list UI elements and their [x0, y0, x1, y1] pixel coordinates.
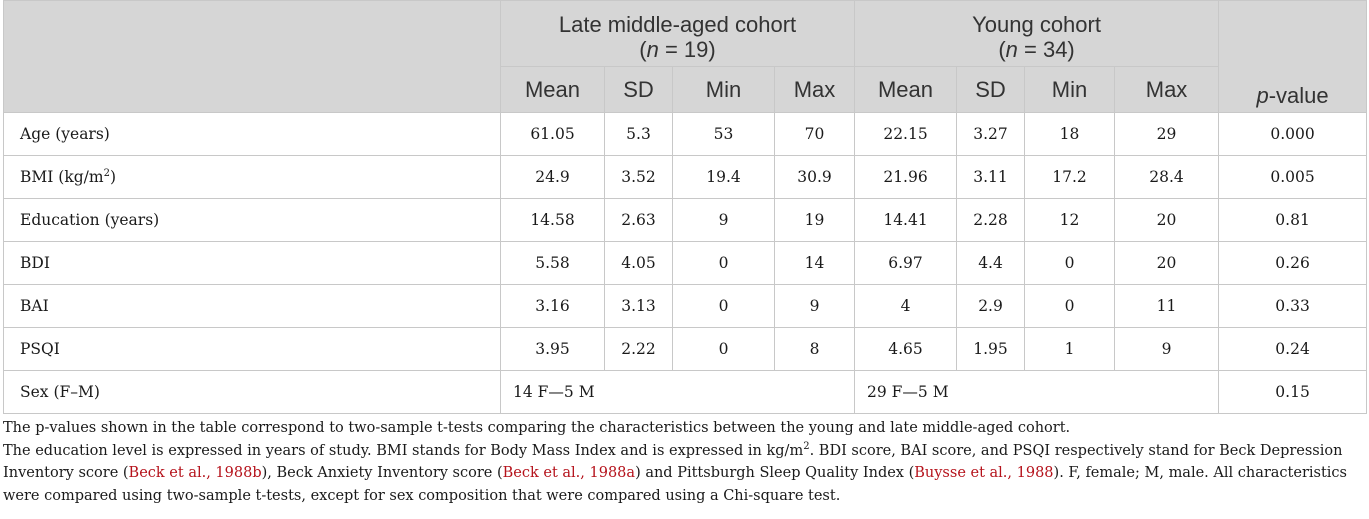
table-cell: 9 — [673, 199, 775, 242]
subheader-cell: Max — [1115, 67, 1219, 113]
table-container — [3, 0, 1366, 507]
subheader-cell: Mean — [501, 67, 605, 113]
footnote-definitions: The education level is expressed in years of study. BMI stands for Body Mass Index and is expressed in $kg/m^2$. BDI score, BAI score, and PSQI respectively stand for Beck Depression Inventory score (Beck et al., 1988b), Beck Anxiety Inventory score (Beck et al., 1988a) and Pittsburgh Sleep Quality Index (Buysse et al., 1988). F, female; M, male. All characteristics were compared using two-sample t-tests, except for sex composition that were compared using a Chi-square test. — [3, 440, 1347, 504]
table-cell: 8 — [775, 328, 855, 371]
table-cell: 17.2 — [1025, 156, 1115, 199]
sex-young-cohort: 29 F—5 M — [855, 371, 1219, 414]
p-value-cell: 0.81 — [1219, 199, 1367, 242]
p-value-cell: 0.33 — [1219, 285, 1367, 328]
table-cell: 5.58 — [501, 242, 605, 285]
table-cell: 61.05 — [501, 113, 605, 156]
table-cell: 3.11 — [957, 156, 1025, 199]
empty-corner-header — [4, 1, 501, 113]
table-row — [4, 328, 1367, 371]
p-value-cell: 0.26 — [1219, 242, 1367, 285]
row-label: BMI $(kg/m^2)$ — [4, 156, 501, 199]
table-cell: 19.4 — [673, 156, 775, 199]
row-label: Age (years) — [4, 113, 501, 156]
table-cell: 2.22 — [605, 328, 673, 371]
subheader-cell: Max — [775, 67, 855, 113]
table-cell: 6.97 — [855, 242, 957, 285]
sex-late-cohort: 14 F—5 M — [501, 371, 855, 414]
late-cohort-title: Late middle-aged cohort — [558, 12, 797, 37]
table-cell: 1 — [1025, 328, 1115, 371]
table-cell: 0 — [1025, 242, 1115, 285]
table-cell: 4 — [855, 285, 957, 328]
table-cell: 19 — [775, 199, 855, 242]
table-row — [4, 285, 1367, 328]
subheader-cell: SD — [605, 67, 673, 113]
group-header-row — [4, 1, 1367, 67]
table-cell: 3.95 — [501, 328, 605, 371]
cohort-characteristics-table — [3, 0, 1367, 414]
table-cell: 22.15 — [855, 113, 957, 156]
table-cell: 3.13 — [605, 285, 673, 328]
table-cell: 20 — [1115, 199, 1219, 242]
table-cell: 30.9 — [775, 156, 855, 199]
table-cell: 14.41 — [855, 199, 957, 242]
table-cell: 2.28 — [957, 199, 1025, 242]
table-cell: 3.27 — [957, 113, 1025, 156]
table-cell: 14.58 — [501, 199, 605, 242]
table-cell: 4.65 — [855, 328, 957, 371]
table-cell: 9 — [1115, 328, 1219, 371]
young-cohort-n: = 34) — [1017, 37, 1075, 62]
p-value-header: p-value — [1219, 1, 1367, 113]
p-value-cell: 0.24 — [1219, 328, 1367, 371]
table-cell: 11 — [1115, 285, 1219, 328]
table-cell: 18 — [1025, 113, 1115, 156]
subheader-cell: Min — [1025, 67, 1115, 113]
row-label: PSQI — [4, 328, 501, 371]
table-cell: 5.3 — [605, 113, 673, 156]
subheader-cell: Min — [673, 67, 775, 113]
subheader-cell: Mean — [855, 67, 957, 113]
young-cohort-header: Young cohort (n = 34) — [855, 1, 1219, 67]
table-cell: 4.4 — [957, 242, 1025, 285]
sex-row — [4, 371, 1367, 414]
table-cell: 29 — [1115, 113, 1219, 156]
table-footnotes — [3, 417, 1366, 507]
row-label: BAI — [4, 285, 501, 328]
table-row — [4, 242, 1367, 285]
reference-link-beck-1988b[interactable]: Beck et al., 1988b — [128, 465, 262, 481]
late-cohort-n-variable: n — [646, 37, 659, 62]
table-cell: 0 — [673, 242, 775, 285]
reference-link-buysse-1988[interactable]: Buysse et al., 1988 — [914, 465, 1054, 481]
table-cell: 1.95 — [957, 328, 1025, 371]
table-cell: 9 — [775, 285, 855, 328]
row-label: Sex (F–M) — [4, 371, 501, 414]
table-row — [4, 199, 1367, 242]
table-cell: 12 — [1025, 199, 1115, 242]
reference-link-beck-1988a[interactable]: Beck et al., 1988a — [502, 465, 636, 481]
subheader-cell: SD — [957, 67, 1025, 113]
table-cell: 53 — [673, 113, 775, 156]
table-cell: 3.16 — [501, 285, 605, 328]
footnote-pvalues: The p-values shown in the table correspond to two-sample t-tests comparing the characteristics between the young and late middle-aged cohort. — [3, 420, 1071, 436]
table-cell: 2.9 — [957, 285, 1025, 328]
young-cohort-n-variable: n — [1005, 37, 1018, 62]
p-value-cell: 0.000 — [1219, 113, 1367, 156]
table-cell: 70 — [775, 113, 855, 156]
table-cell: 21.96 — [855, 156, 957, 199]
late-cohort-header: Late middle-aged cohort (n = 19) — [501, 1, 855, 67]
table-cell: 3.52 — [605, 156, 673, 199]
table-cell: 4.05 — [605, 242, 673, 285]
p-value-cell: 0.15 — [1219, 371, 1367, 414]
table-cell: 2.63 — [605, 199, 673, 242]
table-row — [4, 156, 1367, 199]
row-label: Education (years) — [4, 199, 501, 242]
table-row — [4, 113, 1367, 156]
row-label: BDI — [4, 242, 501, 285]
table-cell: 14 — [775, 242, 855, 285]
table-cell: 0 — [673, 328, 775, 371]
late-cohort-n: = 19) — [658, 37, 716, 62]
table-cell: 28.4 — [1115, 156, 1219, 199]
young-cohort-title: Young cohort — [972, 12, 1101, 37]
p-value-cell: 0.005 — [1219, 156, 1367, 199]
table-cell: 24.9 — [501, 156, 605, 199]
table-cell: 0 — [673, 285, 775, 328]
table-cell: 20 — [1115, 242, 1219, 285]
table-cell: 0 — [1025, 285, 1115, 328]
